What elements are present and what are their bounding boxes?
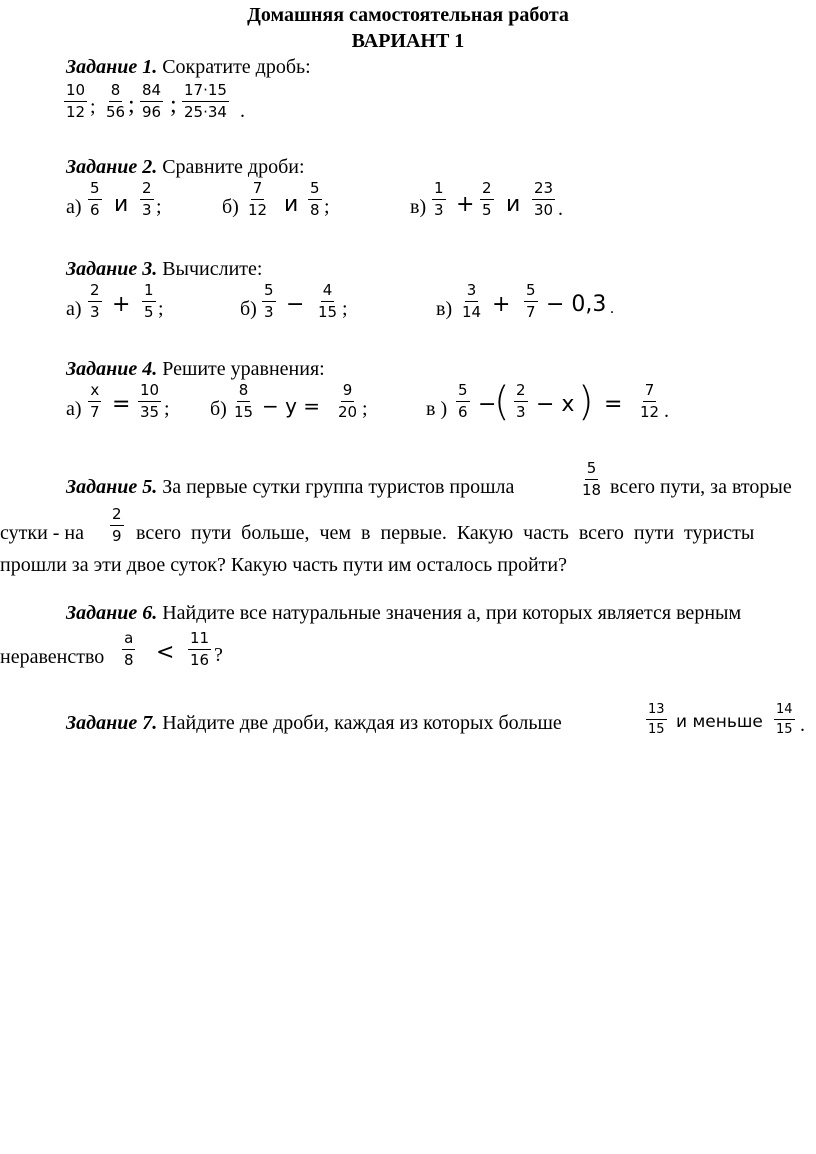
task2-c-fraction-3: [532, 180, 555, 219]
task6-f2-den: 16: [190, 651, 210, 669]
task7-fraction-2: [774, 702, 795, 737]
task4-c-left-paren: (: [494, 379, 510, 425]
task1-label: Задание 1.: [66, 56, 158, 78]
task6-line1: [66, 602, 741, 625]
task6-text-2: неравенство: [0, 646, 105, 668]
task2-b-end: ;: [324, 196, 330, 218]
task2-a-f2-den: 3: [142, 201, 152, 219]
task1-f2-den: 56: [106, 103, 126, 121]
task4-b-mid: − y =: [262, 394, 321, 418]
task1-f1-den: 12: [66, 103, 86, 121]
task4-c-inner: − x: [536, 392, 575, 417]
task4-b-fraction-2: [336, 382, 359, 421]
task3-c-fraction-2: [524, 282, 538, 321]
task4-c-minus: −: [478, 392, 497, 417]
task7-f2-den: 15: [776, 722, 793, 737]
task4-c-f2-den: 3: [516, 403, 526, 421]
task6-fraction-1: [122, 630, 136, 669]
task4-c-eq: =: [604, 392, 623, 417]
task3-a-f1-den: 3: [90, 303, 100, 321]
task7-f1-den: 15: [648, 722, 665, 737]
task7-f1-num: 13: [646, 702, 667, 720]
task6-end: ?: [214, 644, 223, 666]
task1-f3-den: 96: [142, 103, 162, 121]
task1-f2-num: 8: [109, 82, 123, 102]
task2-b-fraction-2: [308, 180, 322, 219]
task7-end: .: [800, 714, 805, 736]
task3-b-f1-num: 5: [262, 282, 276, 302]
task4-a-f2-den: 35: [140, 403, 160, 421]
task3-c-fraction-1: [460, 282, 483, 321]
task1-fraction-3: [140, 82, 163, 121]
task5-text-2: всего пути, за вторые: [610, 476, 792, 498]
task1-fraction-4: [182, 82, 229, 121]
task5-f1-num: 5: [585, 460, 599, 480]
task4-a-fraction-2: [138, 382, 161, 421]
task5-label: Задание 5.: [66, 476, 158, 498]
task5-text-3: сутки - на: [0, 522, 85, 544]
task2-a-end: ;: [156, 196, 162, 218]
task7-text-2: и меньше: [676, 712, 763, 732]
task6-label: Задание 6.: [66, 602, 158, 624]
task2-a-letter: а): [66, 196, 82, 218]
variant-title: ВАРИАНТ 1: [351, 30, 465, 52]
task7-f2-num: 14: [774, 702, 795, 720]
task3-c-f2-num: 5: [524, 282, 538, 302]
task7-label: Задание 7.: [66, 712, 158, 734]
task4-c-end: .: [664, 400, 669, 422]
task4-heading: [66, 358, 325, 381]
task1-f4-num: 17·15: [182, 82, 229, 102]
task3-b-f2-den: 15: [318, 303, 338, 321]
task2-c-fraction-1: [432, 180, 446, 219]
task7-fraction-1: [646, 702, 667, 737]
task3-text: Вычислите:: [162, 258, 263, 280]
task2-c-f3-num: 23: [532, 180, 555, 200]
task1-sep1: ;: [90, 96, 96, 118]
task6-f1-num: a: [122, 630, 135, 650]
task1-sep2: ;: [128, 92, 135, 118]
task6-text-1: Найдите все натуральные значения а, при которых является верным: [162, 602, 742, 624]
task1-sep3: ;: [170, 92, 177, 118]
task4-c-f3-num: 7: [643, 382, 657, 402]
task4-b-f2-den: 20: [338, 403, 358, 421]
task3-heading: [66, 258, 262, 281]
task4-label: Задание 4.: [66, 358, 158, 380]
task4-b-end: ;: [362, 398, 368, 420]
task3-c-end: .: [610, 300, 614, 317]
task2-b-fraction-1: [246, 180, 269, 219]
task3-b-op: −: [286, 292, 305, 317]
task5-f2-num: 2: [110, 506, 124, 526]
task4-c-fraction-1: [456, 382, 470, 421]
task4-a-f2-num: 10: [138, 382, 161, 402]
task2-a-f1-num: 5: [88, 180, 102, 200]
task6-f2-num: 11: [188, 630, 211, 650]
task3-a-f1-num: 2: [88, 282, 102, 302]
task1-f3-num: 84: [140, 82, 163, 102]
task5-text-1: За первые сутки группа туристов прошла: [162, 476, 515, 498]
task3-a-fraction-2: [142, 282, 156, 321]
task1-heading: [66, 56, 311, 79]
task5-f1-den: 18: [582, 481, 602, 499]
task2-a-fraction-2: [140, 180, 154, 219]
task2-c-fraction-2: [480, 180, 494, 219]
task4-a-eq: =: [112, 392, 131, 417]
task2-b-f1-den: 12: [248, 201, 268, 219]
task3-b-letter: б): [240, 298, 257, 320]
task4-b-f1-num: 8: [237, 382, 251, 402]
task2-c-end: .: [558, 198, 563, 220]
task3-a-fraction-1: [88, 282, 102, 321]
task4-c-fraction-3: [638, 382, 661, 421]
task2-b-letter: б): [222, 196, 239, 218]
task2-c-conj: и: [506, 192, 521, 217]
task5-line1: [66, 476, 514, 499]
task3-c-f1-den: 14: [462, 303, 482, 321]
task3-c-op2: − 0,3: [546, 292, 607, 317]
task1-text: Сократите дробь:: [162, 56, 311, 78]
task6-op: <: [156, 640, 175, 665]
task1-fraction-1: [64, 82, 87, 121]
task4-text: Решите уравнения:: [162, 358, 325, 380]
task3-c-letter: в): [436, 298, 453, 320]
task3-a-f2-num: 1: [142, 282, 156, 302]
task3-a-end: ;: [158, 298, 164, 320]
task4-b-f1-den: 15: [234, 403, 254, 421]
task2-label: Задание 2.: [66, 156, 158, 178]
task4-a-fraction-1: [88, 382, 102, 421]
task2-a-fraction-1: [88, 180, 102, 219]
task3-b-fraction-1: [262, 282, 276, 321]
task4-c-f1-num: 5: [456, 382, 470, 402]
task2-a-f2-num: 2: [140, 180, 154, 200]
task1-fraction-2: [104, 82, 127, 121]
task4-a-end: ;: [164, 398, 170, 420]
task2-c-f1-num: 1: [432, 180, 446, 200]
task3-c-f2-den: 7: [526, 303, 536, 321]
task4-b-letter: б): [210, 398, 227, 420]
task2-b-f2-den: 8: [310, 201, 320, 219]
task2-b-f1-num: 7: [251, 180, 265, 200]
task2-heading: [66, 156, 305, 179]
task4-c-f2-num: 2: [514, 382, 528, 402]
task6-f1-den: 8: [124, 651, 134, 669]
task3-b-f1-den: 3: [264, 303, 274, 321]
task3-c-op1: +: [492, 292, 511, 317]
task5-fraction-1: [580, 460, 603, 499]
task3-c-f1-num: 3: [465, 282, 479, 302]
task2-c-f1-den: 3: [434, 201, 444, 219]
task3-b-fraction-2: [316, 282, 339, 321]
task5-fraction-2: [110, 506, 124, 545]
task3-label: Задание 3.: [66, 258, 158, 280]
task2-c-letter: в): [410, 196, 427, 218]
task5-text-4: всего пути больше, чем в первые. Какую часть всего пути туристы: [136, 522, 755, 544]
task2-c-f2-num: 2: [480, 180, 494, 200]
task2-b-f2-num: 5: [308, 180, 322, 200]
task1-end: .: [240, 100, 245, 122]
task4-b-f2-num: 9: [341, 382, 355, 402]
task2-a-f1-den: 6: [90, 201, 100, 219]
task6-fraction-2: [188, 630, 211, 669]
task4-a-letter: а): [66, 398, 82, 420]
page-title: Домашняя самостоятельная работа: [247, 4, 569, 26]
task7-line1: [66, 712, 562, 735]
task4-c-f1-den: 6: [458, 403, 468, 421]
task7-text-1: Найдите две дроби, каждая из которых больше: [162, 712, 562, 734]
task2-c-f2-den: 5: [482, 201, 492, 219]
task3-b-end: ;: [342, 298, 348, 320]
task2-c-f3-den: 30: [534, 201, 554, 219]
task1-f1-num: 10: [64, 82, 87, 102]
task4-c-fraction-2: [514, 382, 528, 421]
task2-c-op: +: [456, 192, 475, 217]
task2-text: Сравните дроби:: [162, 156, 305, 178]
task2-b-conj: и: [284, 192, 299, 217]
task4-a-f1-den: 7: [90, 403, 100, 421]
task4-b-fraction-1: [232, 382, 255, 421]
task4-c-right-paren: ): [578, 379, 594, 425]
task4-a-f1-num: x: [88, 382, 101, 402]
task1-f4-den: 25·34: [184, 103, 227, 121]
task5-text-5: прошли за эти двое суток? Какую часть пути им осталось пройти?: [0, 554, 568, 576]
task3-a-f2-den: 5: [144, 303, 154, 321]
task3-b-f2-num: 4: [321, 282, 335, 302]
task5-f2-den: 9: [112, 527, 122, 545]
task3-a-letter: а): [66, 298, 82, 320]
task3-a-op: +: [112, 292, 131, 317]
task4-c-f3-den: 12: [640, 403, 660, 421]
task2-a-conj: и: [114, 192, 129, 217]
task4-c-letter: в ): [426, 398, 448, 420]
